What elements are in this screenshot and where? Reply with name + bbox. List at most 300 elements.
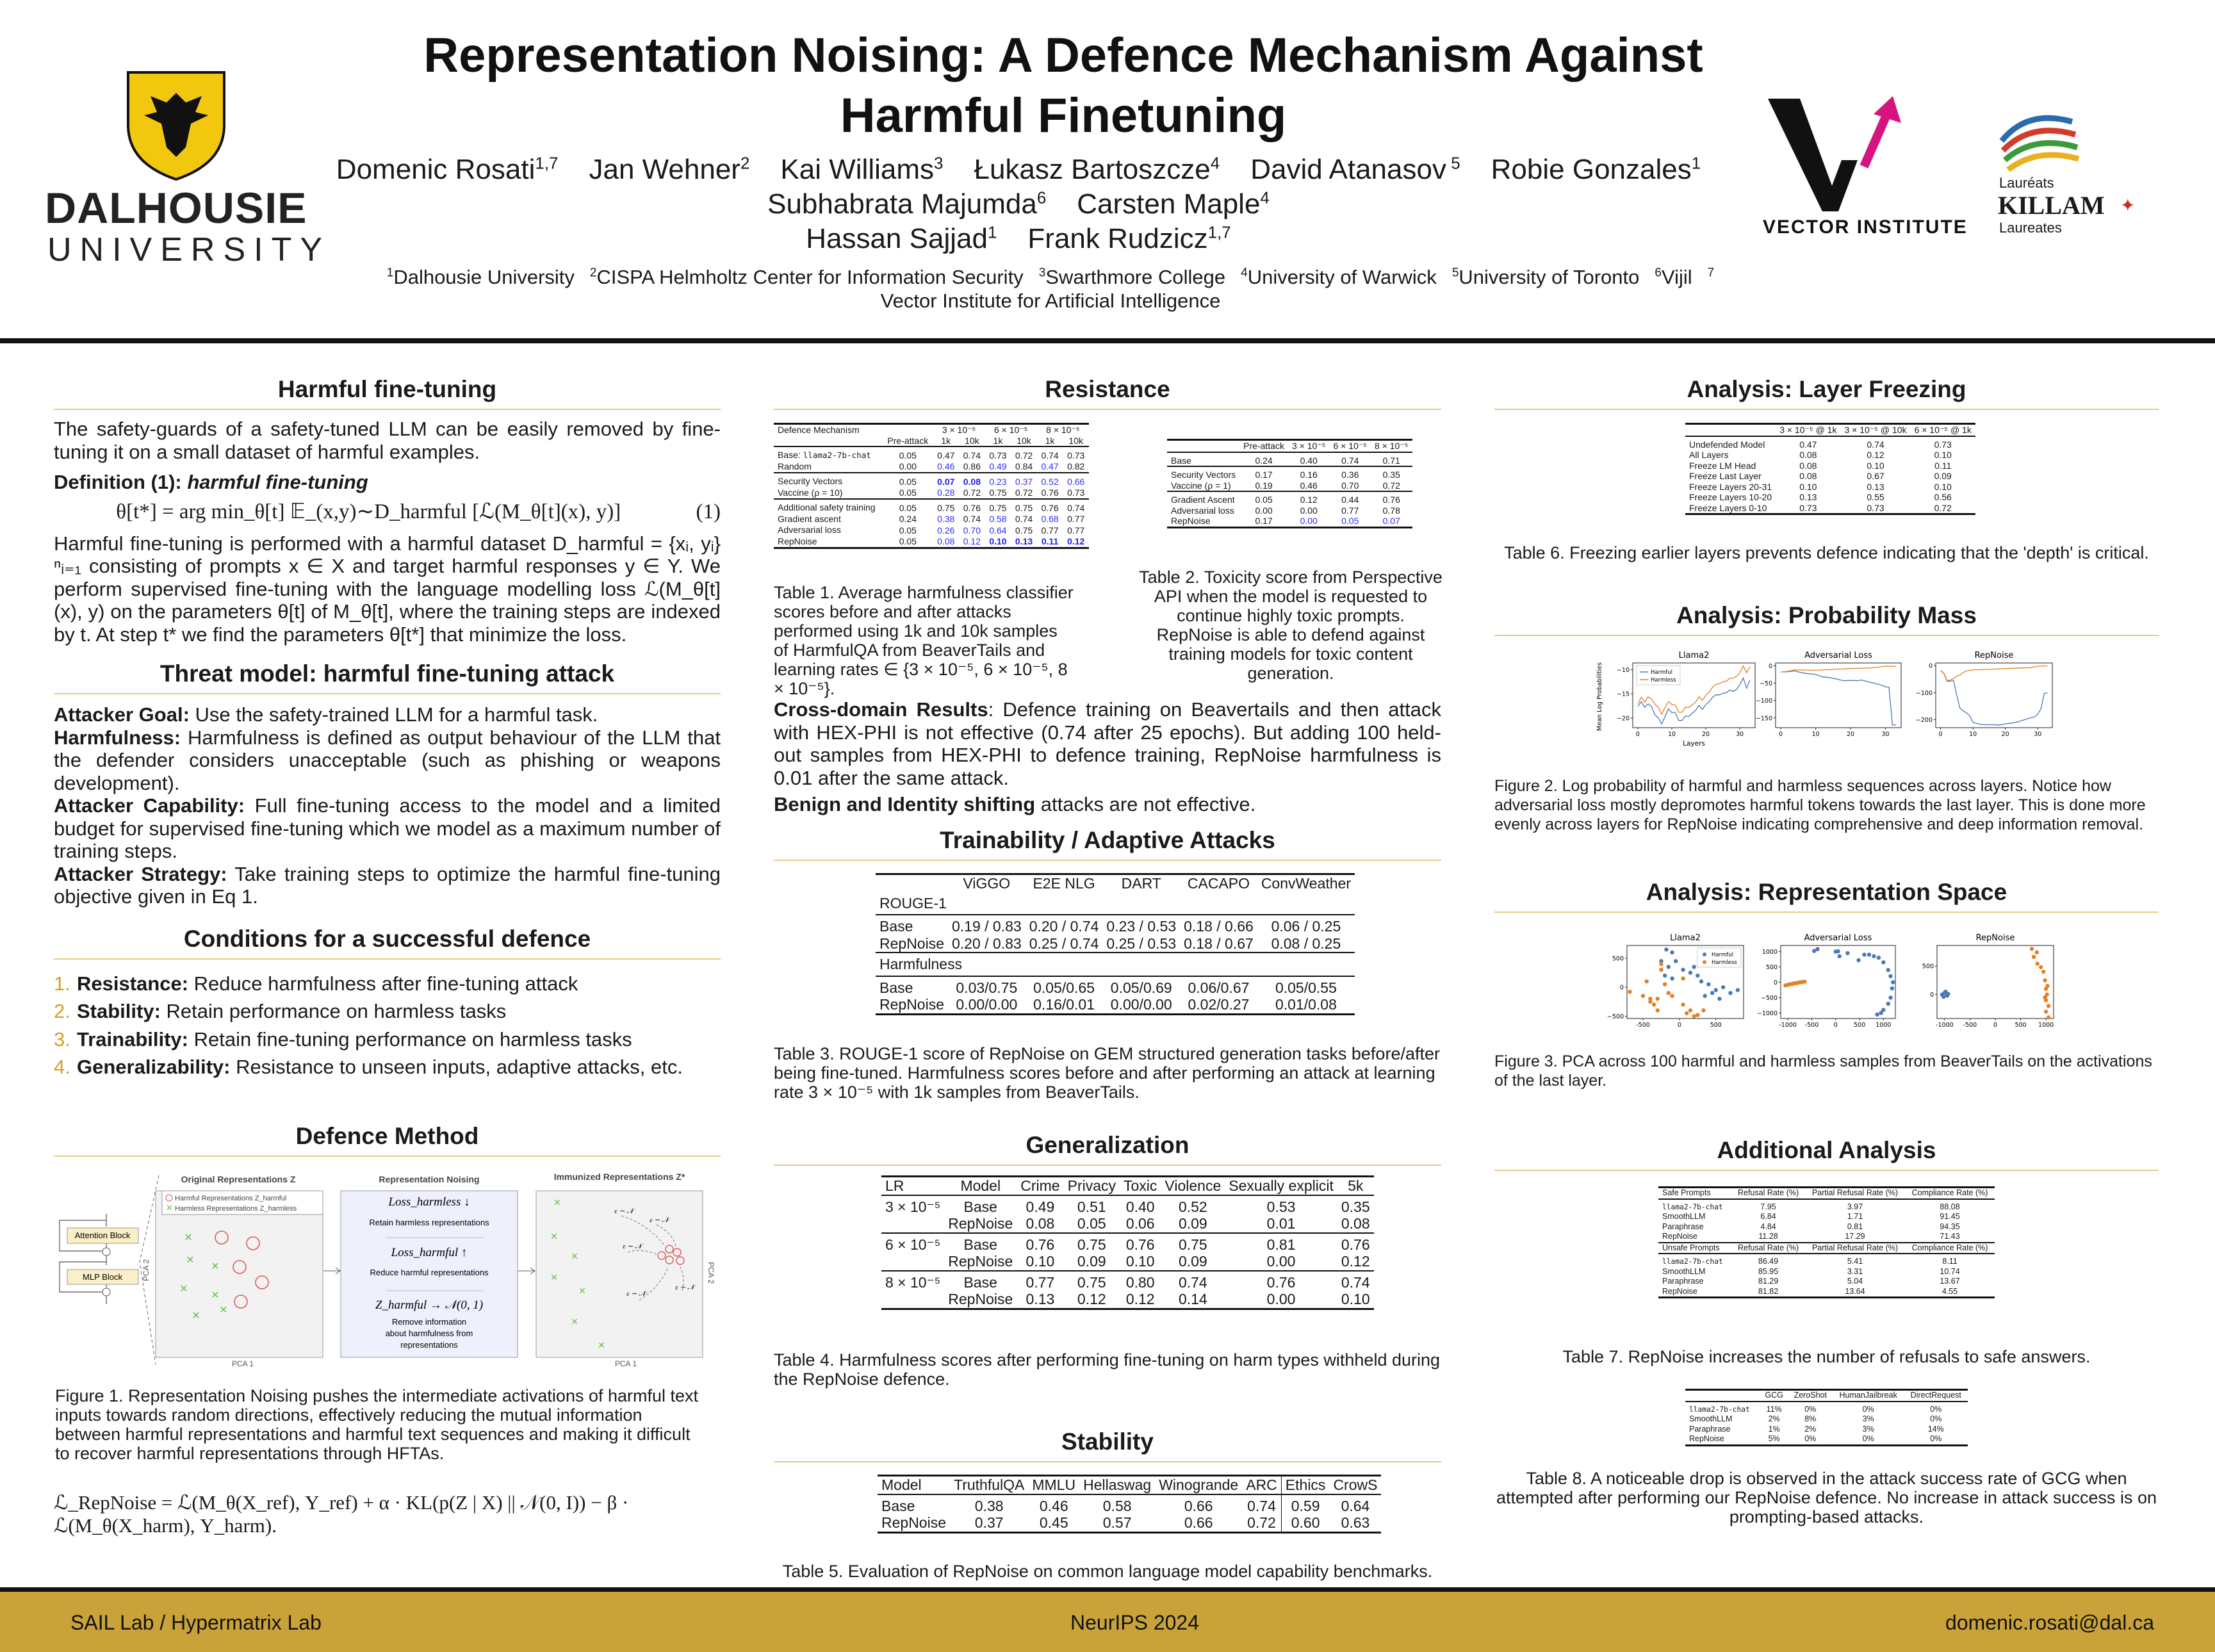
column-header xyxy=(1685,424,1776,436)
harmless-marker-icon: ✕ xyxy=(219,1305,228,1316)
scatter-point-harmful xyxy=(1838,954,1842,958)
scatter-point-harmful xyxy=(1728,991,1732,995)
table-header-row xyxy=(1685,1390,1968,1402)
legend-harmful: Harmful Representations Z_harmful xyxy=(175,1195,287,1202)
section-title-resistance: Resistance xyxy=(774,375,1441,410)
table-cell: 0.64 xyxy=(989,525,1007,536)
table-6-layer-freezing xyxy=(1685,423,1975,515)
scatter-point-harmful xyxy=(1692,965,1696,969)
table-group-title: ROUGE-1 xyxy=(876,892,1355,915)
panel3-title: Immunized Representations Z* xyxy=(553,1172,685,1182)
row-label: llama2-7b-chat xyxy=(1689,1405,1750,1414)
remove-text-3: representations xyxy=(400,1340,458,1350)
row-label: llama2-7b-chat xyxy=(1662,1257,1723,1266)
column-header: 8 × 10⁻⁵ xyxy=(1046,425,1080,435)
table-cell: 0.73 xyxy=(1067,450,1085,461)
author-affiliation-index: 4 xyxy=(1260,188,1270,208)
table-row xyxy=(1658,1199,1995,1213)
table-cell: 0.58 xyxy=(1102,1497,1132,1514)
condition-number: 4. xyxy=(54,1056,70,1078)
table-cell: 0.17 xyxy=(1239,466,1288,480)
cross-domain-text: : Defence training on Beavertails and then attack with HEX-PHI is not effective (0.74 after 25 epochs). But adding 100 held-out samples from HEX-PHI to defence training, RepNoise harmfulness is 0.01 after the same attack. xyxy=(774,698,1441,789)
row-label-text: Adversarial loss xyxy=(778,525,841,535)
table-cell: 0.71 xyxy=(1382,455,1400,466)
author-name: Kai Williams xyxy=(780,154,934,185)
scatter-point-harmful xyxy=(1867,953,1871,956)
affiliation-name: Dalhousie University xyxy=(393,266,575,288)
x-tick-label: 10 xyxy=(1811,731,1820,738)
column-header xyxy=(883,424,933,436)
transformer-block xyxy=(60,1214,106,1304)
row-label: RepNoise xyxy=(1662,1286,1697,1296)
table-row xyxy=(774,473,1089,487)
scatter-point-harmless xyxy=(1663,982,1667,986)
threat-item-label: Attacker Strategy: xyxy=(54,862,227,885)
harmless-marker-icon: ✕ xyxy=(571,1316,578,1327)
author xyxy=(767,188,1046,220)
table-row xyxy=(1685,492,1975,503)
y-tick-label: −500 xyxy=(1606,1013,1624,1020)
table-cell: 0.77 xyxy=(1041,525,1059,536)
table-cell: 0.18 / 0.66 xyxy=(1184,918,1254,935)
column-header: Unsafe Prompts xyxy=(1658,1243,1731,1254)
scatter-point-harmful xyxy=(1890,986,1894,990)
table-4-generalization xyxy=(881,1175,1374,1310)
table-cell: 0.40 xyxy=(1300,455,1318,466)
pca2-label: PCA 2 xyxy=(142,1259,151,1281)
condition-item xyxy=(54,1053,721,1081)
row-label xyxy=(881,1215,944,1233)
table-cell: 0.00 xyxy=(1255,505,1273,516)
section-title-representation-space: Analysis: Representation Space xyxy=(1494,878,2159,913)
authors-line-3 xyxy=(295,222,1742,256)
table-cell: 0.81 xyxy=(1847,1222,1863,1231)
table-cell: 0.36 xyxy=(1329,466,1371,480)
table-cell: 0% xyxy=(1930,1404,1942,1414)
table-cell: 0.74 xyxy=(1341,455,1359,466)
condition-label: Generalizability: xyxy=(77,1056,231,1078)
affiliation-index: 4 xyxy=(1241,266,1248,280)
table-cell: 0.52 xyxy=(1178,1198,1207,1215)
table-row xyxy=(876,996,1355,1014)
table-3-caption: Table 3. ROUGE-1 score of RepNoise on GEM structured generation tasks before/after being fine-tuned. Harmfulness scores before and after performing an attack at learning rate 3 × 10⁻⁵ with 1k samples from BeaverTails. xyxy=(774,1044,1440,1102)
harmless-marker-icon: ✕ xyxy=(553,1197,561,1207)
table-cell: 0.73 xyxy=(989,450,1007,461)
scatter-point-harmful xyxy=(1886,968,1890,972)
column-header: Pre-attack xyxy=(883,436,933,447)
subplot-title: RepNoise xyxy=(1975,933,2015,943)
column-header: DART xyxy=(1121,875,1161,892)
table-cell: 13.64 xyxy=(1845,1286,1865,1296)
author-name: Domenic Rosati xyxy=(336,154,535,185)
table-cell: 0.66 xyxy=(1063,473,1089,487)
condition-text: Retain fine-tuning performance on harmless tasks xyxy=(193,1027,632,1051)
subplot xyxy=(1916,651,2052,738)
row-label: RepNoise xyxy=(879,935,944,952)
vector-v-icon xyxy=(1755,90,1960,215)
table-cell: 2% xyxy=(1768,1414,1780,1423)
scatter-point-harmful xyxy=(1856,958,1860,962)
footer-email[interactable]: domenic.rosati@dal.ca xyxy=(1945,1611,2154,1634)
scatter-point-harmful xyxy=(1862,953,1866,956)
threat-item-label: Harmfulness: xyxy=(54,726,181,749)
condition-text: Retain performance on harmless tasks xyxy=(166,1000,507,1022)
pca1-label: PCA 1 xyxy=(614,1359,637,1368)
scatter-point-harmful xyxy=(1736,988,1740,992)
table-row xyxy=(1167,516,1412,527)
row-label: RepNoise xyxy=(1689,1434,1724,1443)
cross-domain-label: Cross-domain Results xyxy=(774,698,988,721)
table-cell: 0.72 xyxy=(963,487,981,498)
table-cell: 0.75 xyxy=(1064,1233,1120,1254)
table-6-caption: Table 6. Freezing earlier layers prevents defence indicating that the 'depth' is critical. xyxy=(1504,543,2149,562)
column-header: 6 × 10⁻⁵ @ 1k xyxy=(1911,424,1975,436)
scatter-point-harmless xyxy=(1656,997,1660,1001)
table-row xyxy=(774,499,1089,514)
table-cell: 0.17 xyxy=(1255,516,1273,526)
affiliation xyxy=(1241,266,1437,288)
x-tick-label: 20 xyxy=(1702,731,1710,738)
condition-text: Reduce harmfulness after fine-tuning attack xyxy=(193,972,578,995)
panel1-title: Original Representations Z xyxy=(181,1174,296,1184)
figure-1-diagram xyxy=(51,1166,715,1377)
table-cell: 0.05 xyxy=(1239,491,1288,505)
harmless-marker-icon: ✕ xyxy=(184,1232,193,1243)
scatter-point-harmless xyxy=(1688,1008,1692,1012)
author xyxy=(974,154,1220,185)
table-cell: 0.24 xyxy=(899,514,917,524)
scatter-point-harmless xyxy=(1667,991,1671,995)
y-tick-label: 500 xyxy=(1765,964,1778,972)
table-cell: 8.11 xyxy=(1942,1257,1958,1266)
table-cell: 0.77 xyxy=(1067,514,1085,524)
table-header-row xyxy=(774,424,1089,436)
y-tick-label: −15 xyxy=(1616,691,1630,698)
x-tick-label: 500 xyxy=(1853,1022,1866,1029)
column-header: 3 × 10⁻⁵ @ 1k xyxy=(1776,424,1840,436)
benign-shifting xyxy=(774,793,1441,816)
table-row xyxy=(1658,1212,1995,1222)
column-header: CrowS xyxy=(1329,1476,1381,1494)
benign-label: Benign and Identity shifting xyxy=(774,793,1036,815)
affiliation-name: University of Warwick xyxy=(1247,266,1437,288)
scatter-point-harmful xyxy=(1663,974,1667,977)
scatter-point-harmless xyxy=(1628,990,1631,994)
table-cell: 0.75 xyxy=(989,487,1007,498)
harmless-marker-icon: ✕ xyxy=(578,1286,586,1296)
table-cell: 0.23 xyxy=(985,473,1011,487)
scatter-point-harmful xyxy=(1714,988,1718,992)
residual-add-icon xyxy=(102,1288,110,1296)
row-label xyxy=(774,514,883,525)
row-label: 8 × 10⁻⁵ xyxy=(881,1271,944,1291)
harmful-ft-description: Harmful fine-tuning is performed with a harmful dataset D_harmful = {xᵢ, yᵢ}ⁿᵢ₌₁ consisting of prompts x ∈ X and target harmful responses y ∈ Y. We perform supervised fine-tuning with the language modelling loss ℒ(M_θ[t](x), y) on the parameters θ[t] of M_θ[t], where the training steps are indexed by t. At step t* we find the parameters θ[t*] that minimize the loss. xyxy=(54,532,721,646)
table-cell: 0.76 xyxy=(1037,499,1063,514)
table-row xyxy=(1167,466,1412,480)
x-tick-label: 30 xyxy=(1881,731,1890,738)
legend-label: Harmful xyxy=(1712,952,1733,958)
table-row xyxy=(1167,491,1412,505)
row-label-text: Security Vectors xyxy=(778,476,843,486)
table-cell: 0.74 xyxy=(1015,514,1033,524)
table-cell: 0.12 xyxy=(1867,450,1884,460)
column-header: Refusal Rate (%) xyxy=(1731,1243,1805,1254)
condition-item xyxy=(54,970,721,998)
footer xyxy=(0,1592,2215,1652)
table-cell: 0.86 xyxy=(963,461,981,471)
scatter-point-harmful xyxy=(1946,992,1950,996)
table-cell: 0.74 xyxy=(1242,1494,1281,1515)
subplot xyxy=(1607,933,1744,1029)
killam-stripes-icon xyxy=(1995,102,2085,174)
table-cell: 0% xyxy=(1804,1434,1817,1443)
author xyxy=(780,154,943,185)
table-cell: 0.67 xyxy=(1867,471,1884,481)
condition-number: 1. xyxy=(54,972,70,995)
table-cell: 0.52 xyxy=(1037,473,1063,487)
table-cell: 0.05/0.55 xyxy=(1275,979,1337,996)
x-tick-label: -1000 xyxy=(1779,1022,1797,1029)
table-cell: 8% xyxy=(1804,1414,1817,1423)
scatter-point-harmless xyxy=(1692,1014,1696,1018)
table-cell: 0.72 xyxy=(1015,487,1033,498)
author-affiliation-index: 4 xyxy=(1210,153,1220,173)
affiliation xyxy=(1452,266,1640,288)
table-cell: 0.68 xyxy=(1041,514,1059,524)
scatter-point-harmless xyxy=(2043,978,2047,982)
column-header: HumanJailbreak xyxy=(1833,1390,1904,1402)
row-label: 3 × 10⁻⁵ xyxy=(885,1198,941,1215)
table-cell: 0.40 xyxy=(1125,1198,1155,1215)
table-section-header xyxy=(1658,1188,1995,1199)
scatter-point-harmful xyxy=(1888,974,1892,978)
table-cell: 0.05 xyxy=(883,473,933,487)
scatter-point-harmless xyxy=(1641,994,1645,998)
column-header: Privacy xyxy=(1064,1177,1120,1195)
harmless-marker-icon: ✕ xyxy=(166,1203,173,1213)
table-cell: 0.75 xyxy=(1015,525,1033,536)
author-name: David Atanasov xyxy=(1250,154,1446,185)
table-cell: RepNoise xyxy=(948,1253,1013,1270)
table-row xyxy=(1658,1287,1995,1298)
table-cell: 0% xyxy=(1930,1434,1942,1443)
scatter-point-harmless xyxy=(1685,1011,1688,1015)
table-cell: 0.08 xyxy=(1799,471,1817,481)
table-cell: 0.09 xyxy=(1077,1253,1106,1270)
table-cell: 0.57 xyxy=(1102,1514,1132,1531)
table-cell: 0.82 xyxy=(1067,461,1085,471)
table-cell: 0.00 xyxy=(1266,1291,1296,1307)
row-label: Base xyxy=(1171,455,1191,466)
table-cell: 0.05/0.69 xyxy=(1110,979,1172,996)
column-header: Violence xyxy=(1161,1177,1225,1195)
table-cell: 0.74 xyxy=(1063,499,1089,514)
table-cell: 0.72 xyxy=(1015,450,1033,461)
scatter-point-harmless xyxy=(2041,970,2045,974)
scatter-point-harmful xyxy=(1706,982,1710,986)
row-label: Paraphrase xyxy=(1689,1424,1731,1434)
row-label: Gradient Ascent xyxy=(1167,491,1239,505)
table-cell: 0.05 xyxy=(899,536,917,546)
condition-label: Stability: xyxy=(77,1000,161,1022)
table-cell: 0.76 xyxy=(1041,487,1059,498)
killam-bottom-text: Laureates xyxy=(1999,220,2062,236)
row-label-text: Gradient ascent xyxy=(778,513,841,524)
table-cell: 0.75 xyxy=(985,499,1011,514)
table-row xyxy=(878,1514,1381,1532)
column-header: 3 × 10⁻⁵ @ 10k xyxy=(1840,424,1910,436)
column-1-text xyxy=(54,375,721,1081)
table-cell: 0.53 xyxy=(1266,1198,1296,1215)
threat-item xyxy=(54,863,721,908)
row-label: Paraphrase xyxy=(1662,1277,1704,1286)
table-section-header xyxy=(1658,1243,1995,1254)
author-affiliation-index: 3 xyxy=(934,153,944,173)
scatter-point-harmful xyxy=(1681,968,1685,972)
plot-area xyxy=(1776,663,1901,728)
column-header: Partial Refusal Rate (%) xyxy=(1805,1243,1905,1254)
section-title-layer-freezing: Analysis: Layer Freezing xyxy=(1494,375,2159,410)
table-cell: 0.74 xyxy=(1161,1271,1225,1291)
y-tick-label: 500 xyxy=(1612,955,1624,963)
affiliation xyxy=(1039,266,1225,288)
column-2-results-text xyxy=(774,698,1441,816)
table-cell: 0.77 xyxy=(1067,525,1085,536)
row-label xyxy=(774,461,883,473)
author-name: Frank Rudzicz xyxy=(1027,223,1208,254)
table-cell: 0.11 xyxy=(1041,536,1059,546)
table-cell: 0.12 xyxy=(1288,491,1330,505)
column-header: Safe Prompts xyxy=(1658,1188,1731,1199)
table-cell: 11.28 xyxy=(1758,1232,1778,1241)
mlp-block-label: MLP Block xyxy=(83,1272,122,1282)
table-header-row xyxy=(876,874,1355,892)
table-cell: 5.41 xyxy=(1847,1257,1863,1266)
table-cell: 85.95 xyxy=(1758,1266,1779,1276)
scatter-point-harmful xyxy=(1710,991,1714,995)
table-cell: 0.09 xyxy=(1178,1253,1207,1270)
y-tick-label: −150 xyxy=(1755,715,1772,723)
arrow-icon xyxy=(323,1268,340,1274)
table-cell: RepNoise xyxy=(948,1215,1013,1232)
x-tick-label: 0 xyxy=(1938,731,1943,738)
author-affiliation-index: 1,7 xyxy=(535,153,559,173)
column-header xyxy=(1167,440,1239,452)
table-cell: 0.73 xyxy=(1799,502,1817,513)
x-tick-label: 30 xyxy=(1736,731,1744,738)
table-cell: 3.31 xyxy=(1847,1266,1863,1276)
remove-text-2: about harmfulness from xyxy=(385,1329,473,1338)
column-header: 5k xyxy=(1337,1177,1374,1195)
table-cell: 0.72 xyxy=(1934,502,1952,513)
table-cell: 0.08 xyxy=(937,536,955,546)
row-label: llama2-7b-chat xyxy=(1662,1202,1723,1211)
table-cell: 3% xyxy=(1862,1424,1874,1434)
section-title-additional-analysis: Additional Analysis xyxy=(1494,1136,2159,1171)
title-line-2: Harmful Finetuning xyxy=(840,88,1287,143)
scatter-point-harmful xyxy=(1721,985,1725,989)
author-affiliation-index: 6 xyxy=(1036,188,1047,208)
table-row xyxy=(774,536,1089,548)
maple-leaf-icon: ✦ xyxy=(2120,195,2136,215)
row-label: Security Vectors xyxy=(1167,466,1239,480)
definition-label: Definition (1): xyxy=(54,471,182,493)
scatter-point-harmless xyxy=(1696,1013,1699,1017)
scatter-point-harmless xyxy=(1802,979,1806,983)
scatter-point-harmless xyxy=(2043,995,2047,999)
table-5-caption: Table 5. Evaluation of RepNoise on common language model capability benchmarks. xyxy=(782,1562,1433,1581)
table-cell: 91.45 xyxy=(1940,1212,1960,1221)
table-cell: 0.63 xyxy=(1341,1514,1370,1531)
table-cell: 0.76 xyxy=(1225,1271,1337,1291)
table-cell: 0.37 xyxy=(974,1514,1004,1531)
affiliation-index: 3 xyxy=(1038,266,1046,280)
equation-number: (1) xyxy=(696,500,721,523)
table-cell: 4.84 xyxy=(1760,1222,1776,1231)
section-title-generalization: Generalization xyxy=(774,1131,1441,1166)
panel2-title: Representation Noising xyxy=(379,1174,480,1184)
noise-label: ε ∼ 𝒩 xyxy=(650,1216,669,1224)
row-label: Adversarial loss xyxy=(1171,505,1234,516)
table-cell: 0% xyxy=(1930,1414,1942,1423)
table-cell: 0.09 xyxy=(1934,471,1952,481)
table-cell: 0.13 xyxy=(1015,536,1033,546)
table-row xyxy=(1658,1267,1995,1277)
retain-text: Retain harmless representations xyxy=(369,1218,489,1227)
table-row xyxy=(881,1215,1374,1233)
author-name: Łukasz Bartoszcze xyxy=(974,154,1211,185)
table-cell: 0.08 / 0.25 xyxy=(1271,935,1341,952)
table-cell: 0.08 xyxy=(1026,1215,1055,1232)
table-cell: 0.13 xyxy=(1026,1291,1055,1307)
table-cell: 0.11 xyxy=(1934,460,1952,471)
table-cell: 10.74 xyxy=(1940,1266,1960,1276)
conditions-list xyxy=(54,970,721,1081)
scatter-point-harmless xyxy=(2039,965,2043,969)
table-1-caption: Table 1. Average harmfulness classifier scores before and after attacks performed using 1k and 10k samples of HarmfulQA from BeaverTails and learning rates ∈ {3 × 10⁻⁵, 6 × 10⁻⁵, 8 × 10⁻⁵}. xyxy=(774,583,1074,698)
affiliation-index: 5 xyxy=(1451,266,1459,280)
table-cell: 0.05 xyxy=(883,499,933,514)
condition-label: Resistance: xyxy=(77,972,189,995)
row-label: SmoothLLM xyxy=(1689,1414,1733,1423)
scatter-point-harmful xyxy=(1836,949,1840,953)
table-cell: 7.95 xyxy=(1760,1202,1776,1211)
table-cell: 71.43 xyxy=(1940,1232,1960,1241)
column-header: ViGGO xyxy=(963,875,1011,892)
column-header: Model xyxy=(944,1177,1017,1195)
footer-lab: SAIL Lab / Hypermatrix Lab xyxy=(70,1611,322,1634)
section-title-harmful-finetuning: Harmful fine-tuning xyxy=(54,375,721,410)
table-group-title: Harmfulness xyxy=(876,953,1355,976)
y-tick-label: −50 xyxy=(1759,680,1772,687)
table-cell: 0.10 xyxy=(1934,481,1952,492)
poster-title xyxy=(359,26,1768,146)
table-cell: 0.76 xyxy=(1017,1233,1063,1254)
table-row xyxy=(1658,1222,1995,1232)
table-row xyxy=(774,487,1089,500)
table-row xyxy=(1685,450,1975,461)
subplot xyxy=(1617,651,1755,738)
table-cell: 0.74 xyxy=(963,514,981,524)
table-cell: 0.05 xyxy=(899,450,917,461)
threat-item xyxy=(54,703,721,726)
legend-swatch xyxy=(1703,960,1706,964)
subplot-title: Adversarial Loss xyxy=(1804,933,1872,943)
table-cell: RepNoise xyxy=(948,1291,1013,1307)
table-row xyxy=(881,1291,1374,1309)
x-axis-label: Layers xyxy=(1683,740,1705,748)
table-row xyxy=(1685,503,1975,514)
